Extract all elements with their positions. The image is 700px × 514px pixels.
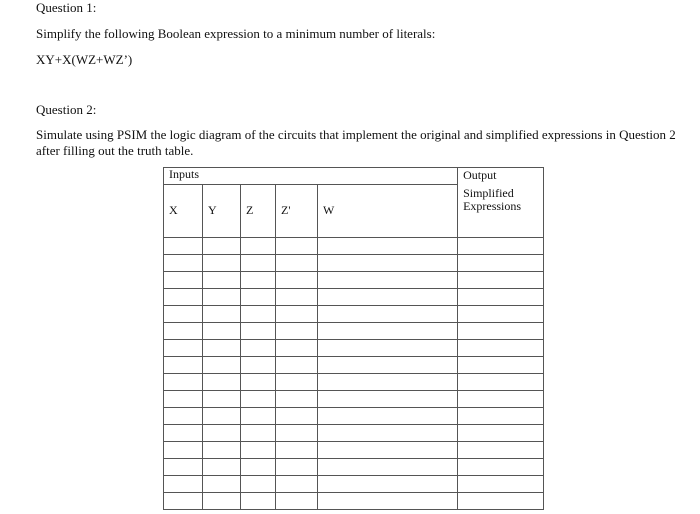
table-cell[interactable]: [318, 340, 458, 357]
table-row: [164, 459, 544, 476]
truth-table: [163, 167, 544, 510]
output-column-line1: Simplified: [463, 186, 514, 200]
table-cell[interactable]: [241, 476, 276, 493]
column-header-w: W: [318, 185, 458, 238]
table-cell[interactable]: [276, 391, 318, 408]
column-header-x: X: [164, 185, 203, 238]
table-cell[interactable]: [318, 391, 458, 408]
table-cell[interactable]: [318, 289, 458, 306]
table-cell[interactable]: [276, 476, 318, 493]
inputs-header: Inputs: [164, 168, 458, 185]
column-header-z: Z: [241, 185, 276, 238]
table-cell[interactable]: [164, 408, 203, 425]
table-cell[interactable]: [318, 425, 458, 442]
table-cell[interactable]: [318, 493, 458, 510]
table-cell[interactable]: [458, 255, 544, 272]
table-cell[interactable]: [241, 493, 276, 510]
table-cell[interactable]: [458, 391, 544, 408]
table-cell[interactable]: [203, 442, 241, 459]
table-cell[interactable]: [458, 357, 544, 374]
table-row: [164, 357, 544, 374]
table-cell[interactable]: [276, 357, 318, 374]
table-cell[interactable]: [276, 493, 318, 510]
table-cell[interactable]: [458, 493, 544, 510]
table-cell[interactable]: [241, 238, 276, 255]
table-cell[interactable]: [276, 272, 318, 289]
table-cell[interactable]: [318, 459, 458, 476]
table-cell[interactable]: [203, 357, 241, 374]
table-cell[interactable]: [203, 289, 241, 306]
table-cell[interactable]: [318, 476, 458, 493]
table-cell[interactable]: [241, 442, 276, 459]
table-row: [164, 476, 544, 493]
table-cell[interactable]: [241, 459, 276, 476]
table-cell[interactable]: [318, 408, 458, 425]
table-cell[interactable]: [164, 255, 203, 272]
table-cell[interactable]: [318, 255, 458, 272]
table-row: [164, 238, 544, 255]
table-cell[interactable]: [203, 238, 241, 255]
table-cell[interactable]: [203, 476, 241, 493]
question-2-instruction: Simulate using PSIM the logic diagram of the circuits that implement the original and simplified expressions in Question 2 after filling out the truth table.: [36, 127, 676, 158]
table-row: [164, 425, 544, 442]
question-1-instruction: Simplify the following Boolean expression to a minimum number of literals:: [36, 26, 436, 41]
table-cell[interactable]: [164, 306, 203, 323]
table-cell[interactable]: [164, 493, 203, 510]
question-2-heading: Question 2:: [36, 102, 97, 117]
table-cell[interactable]: [318, 306, 458, 323]
table-cell[interactable]: [164, 340, 203, 357]
table-cell[interactable]: [276, 323, 318, 340]
table-cell[interactable]: [164, 374, 203, 391]
table-cell[interactable]: [241, 408, 276, 425]
table-cell[interactable]: [203, 323, 241, 340]
table-cell[interactable]: [164, 357, 203, 374]
table-cell[interactable]: [241, 323, 276, 340]
table-cell[interactable]: [164, 289, 203, 306]
table-cell[interactable]: [164, 391, 203, 408]
table-cell[interactable]: [203, 272, 241, 289]
table-row: [164, 340, 544, 357]
table-cell[interactable]: [241, 357, 276, 374]
table-cell[interactable]: [241, 374, 276, 391]
table-cell[interactable]: [318, 272, 458, 289]
table-cell[interactable]: [203, 340, 241, 357]
table-cell[interactable]: [276, 340, 318, 357]
table-cell[interactable]: [276, 255, 318, 272]
table-cell[interactable]: [203, 425, 241, 442]
table-row: [164, 442, 544, 459]
table-cell[interactable]: [241, 289, 276, 306]
table-row: [164, 391, 544, 408]
table-row: [164, 323, 544, 340]
table-cell[interactable]: [458, 272, 544, 289]
table-cell[interactable]: [458, 306, 544, 323]
table-cell[interactable]: [276, 442, 318, 459]
table-cell[interactable]: [276, 425, 318, 442]
table-cell[interactable]: [241, 391, 276, 408]
table-row: [164, 306, 544, 323]
table-cell[interactable]: [318, 374, 458, 391]
table-cell[interactable]: [458, 374, 544, 391]
table-cell[interactable]: [164, 272, 203, 289]
table-cell[interactable]: [318, 442, 458, 459]
output-label: Output: [463, 168, 497, 182]
table-cell[interactable]: [276, 459, 318, 476]
table-cell[interactable]: [241, 425, 276, 442]
table-cell[interactable]: [241, 255, 276, 272]
table-row: [164, 255, 544, 272]
table-cell[interactable]: [164, 459, 203, 476]
table-cell[interactable]: [203, 306, 241, 323]
table-cell[interactable]: [203, 255, 241, 272]
output-column-line2: Expressions: [463, 199, 522, 213]
table-cell[interactable]: [458, 340, 544, 357]
table-cell[interactable]: [164, 238, 203, 255]
table-row: [164, 374, 544, 391]
table-cell[interactable]: [318, 238, 458, 255]
table-row: [164, 493, 544, 510]
table-cell[interactable]: [458, 238, 544, 255]
table-row: [164, 272, 544, 289]
table-cell[interactable]: [458, 323, 544, 340]
table-cell[interactable]: [164, 476, 203, 493]
table-cell[interactable]: [276, 306, 318, 323]
table-cell[interactable]: [458, 459, 544, 476]
table-cell[interactable]: [458, 408, 544, 425]
table-cell[interactable]: [276, 289, 318, 306]
table-cell[interactable]: [276, 408, 318, 425]
column-header-z-prime: Z': [276, 185, 318, 238]
table-cell[interactable]: [458, 442, 544, 459]
table-cell[interactable]: [318, 357, 458, 374]
table-cell[interactable]: [241, 272, 276, 289]
table-cell[interactable]: [203, 459, 241, 476]
output-header: [458, 168, 544, 238]
table-cell[interactable]: [203, 391, 241, 408]
table-cell[interactable]: [203, 374, 241, 391]
table-cell[interactable]: [276, 374, 318, 391]
table-cell[interactable]: [241, 306, 276, 323]
table-row: [164, 408, 544, 425]
table-cell[interactable]: [276, 238, 318, 255]
table-cell[interactable]: [203, 493, 241, 510]
table-row: [164, 289, 544, 306]
question-1-heading: Question 1:: [36, 0, 97, 15]
table-cell[interactable]: [203, 408, 241, 425]
column-header-y: Y: [203, 185, 241, 238]
table-cell[interactable]: [164, 323, 203, 340]
table-cell[interactable]: [458, 425, 544, 442]
table-cell[interactable]: [164, 442, 203, 459]
table-cell[interactable]: [318, 323, 458, 340]
table-cell[interactable]: [458, 476, 544, 493]
table-cell[interactable]: [164, 425, 203, 442]
boolean-expression: XY+X(WZ+WZ’): [36, 52, 133, 67]
table-cell[interactable]: [241, 340, 276, 357]
table-cell[interactable]: [458, 289, 544, 306]
